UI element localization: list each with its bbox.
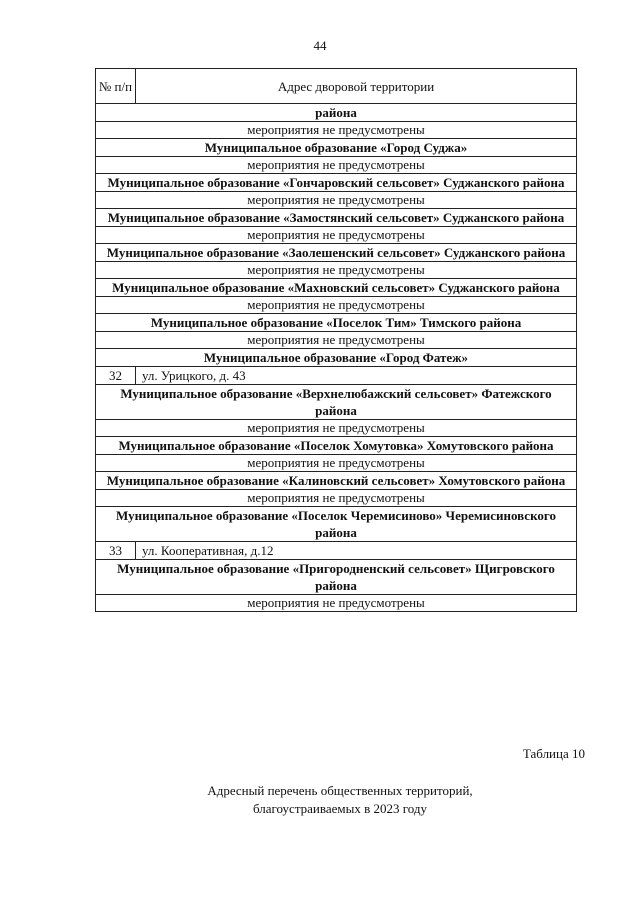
section-title: Муниципальное образование «Заолешенский сельсовет» Суджанского района: [96, 244, 577, 262]
section-row: [96, 437, 577, 455]
section-title: Муниципальное образование «Калиновский сельсовет» Хомутовского района: [96, 472, 577, 490]
note-row: [96, 420, 577, 437]
note-row: [96, 192, 577, 209]
section-title: Муниципальное образование «Верхнелюбажский сельсовет» Фатежского района: [96, 385, 577, 420]
section-row: [96, 560, 577, 595]
note-text: мероприятия не предусмотрены: [96, 595, 577, 612]
page-number: 44: [313, 38, 327, 53]
entry-number: 32: [96, 367, 136, 385]
table-number-label: Таблица 10: [522, 746, 585, 761]
header-address: Адрес дворовой территории: [136, 69, 577, 104]
note-row: [96, 122, 577, 139]
section-title: Муниципальное образование «Пригородненский сельсовет» Щигровского района: [96, 560, 577, 595]
note-text: мероприятия не предусмотрены: [96, 262, 577, 279]
table-caption: [0, 782, 640, 818]
entry-number: 33: [96, 542, 136, 560]
note-row: [96, 227, 577, 244]
section-title: Муниципальное образование «Город Фатеж»: [96, 349, 577, 367]
note-row: [96, 157, 577, 174]
section-title: района: [96, 104, 577, 122]
header-num: № п/п: [96, 69, 136, 104]
note-row: [96, 332, 577, 349]
section-row: [96, 314, 577, 332]
caption-line: благоустраиваемых в 2023 году: [252, 801, 427, 816]
note-text: мероприятия не предусмотрены: [96, 157, 577, 174]
section-row: [96, 472, 577, 490]
section-title: Муниципальное образование «Город Суджа»: [96, 139, 577, 157]
entry-address: ул. Урицкого, д. 43: [136, 367, 577, 385]
note-text: мероприятия не предусмотрены: [96, 297, 577, 314]
note-row: [96, 297, 577, 314]
note-row: [96, 262, 577, 279]
section-row: [96, 349, 577, 367]
note-text: мероприятия не предусмотрены: [96, 192, 577, 209]
table-row: [96, 542, 577, 560]
table-header-row: [96, 69, 577, 104]
section-title: Муниципальное образование «Поселок Хомутовка» Хомутовского района: [96, 437, 577, 455]
entry-address: ул. Кооперативная, д.12: [136, 542, 577, 560]
section-row: [96, 244, 577, 262]
section-row: [96, 385, 577, 420]
section-title: Муниципальное образование «Гончаровский сельсовет» Суджанского района: [96, 174, 577, 192]
section-row: [96, 104, 577, 122]
section-title: Муниципальное образование «Махновский сельсовет» Суджанского района: [96, 279, 577, 297]
table-row: [96, 367, 577, 385]
section-title: Муниципальное образование «Поселок Тим» Тимского района: [96, 314, 577, 332]
section-row: [96, 279, 577, 297]
note-row: [96, 595, 577, 612]
section-title: Муниципальное образование «Поселок Черемисиново» Черемисиновского района: [96, 507, 577, 542]
note-text: мероприятия не предусмотрены: [96, 455, 577, 472]
section-row: [96, 174, 577, 192]
section-row: [96, 139, 577, 157]
section-row: [96, 507, 577, 542]
address-table: [95, 68, 577, 612]
note-text: мероприятия не предусмотрены: [96, 332, 577, 349]
note-row: [96, 455, 577, 472]
note-text: мероприятия не предусмотрены: [96, 122, 577, 139]
note-text: мероприятия не предусмотрены: [96, 420, 577, 437]
note-text: мероприятия не предусмотрены: [96, 490, 577, 507]
note-text: мероприятия не предусмотрены: [96, 227, 577, 244]
caption-line: Адресный перечень общественных территорий,: [207, 783, 473, 798]
section-title: Муниципальное образование «Замостянский сельсовет» Суджанского района: [96, 209, 577, 227]
note-row: [96, 490, 577, 507]
section-row: [96, 209, 577, 227]
